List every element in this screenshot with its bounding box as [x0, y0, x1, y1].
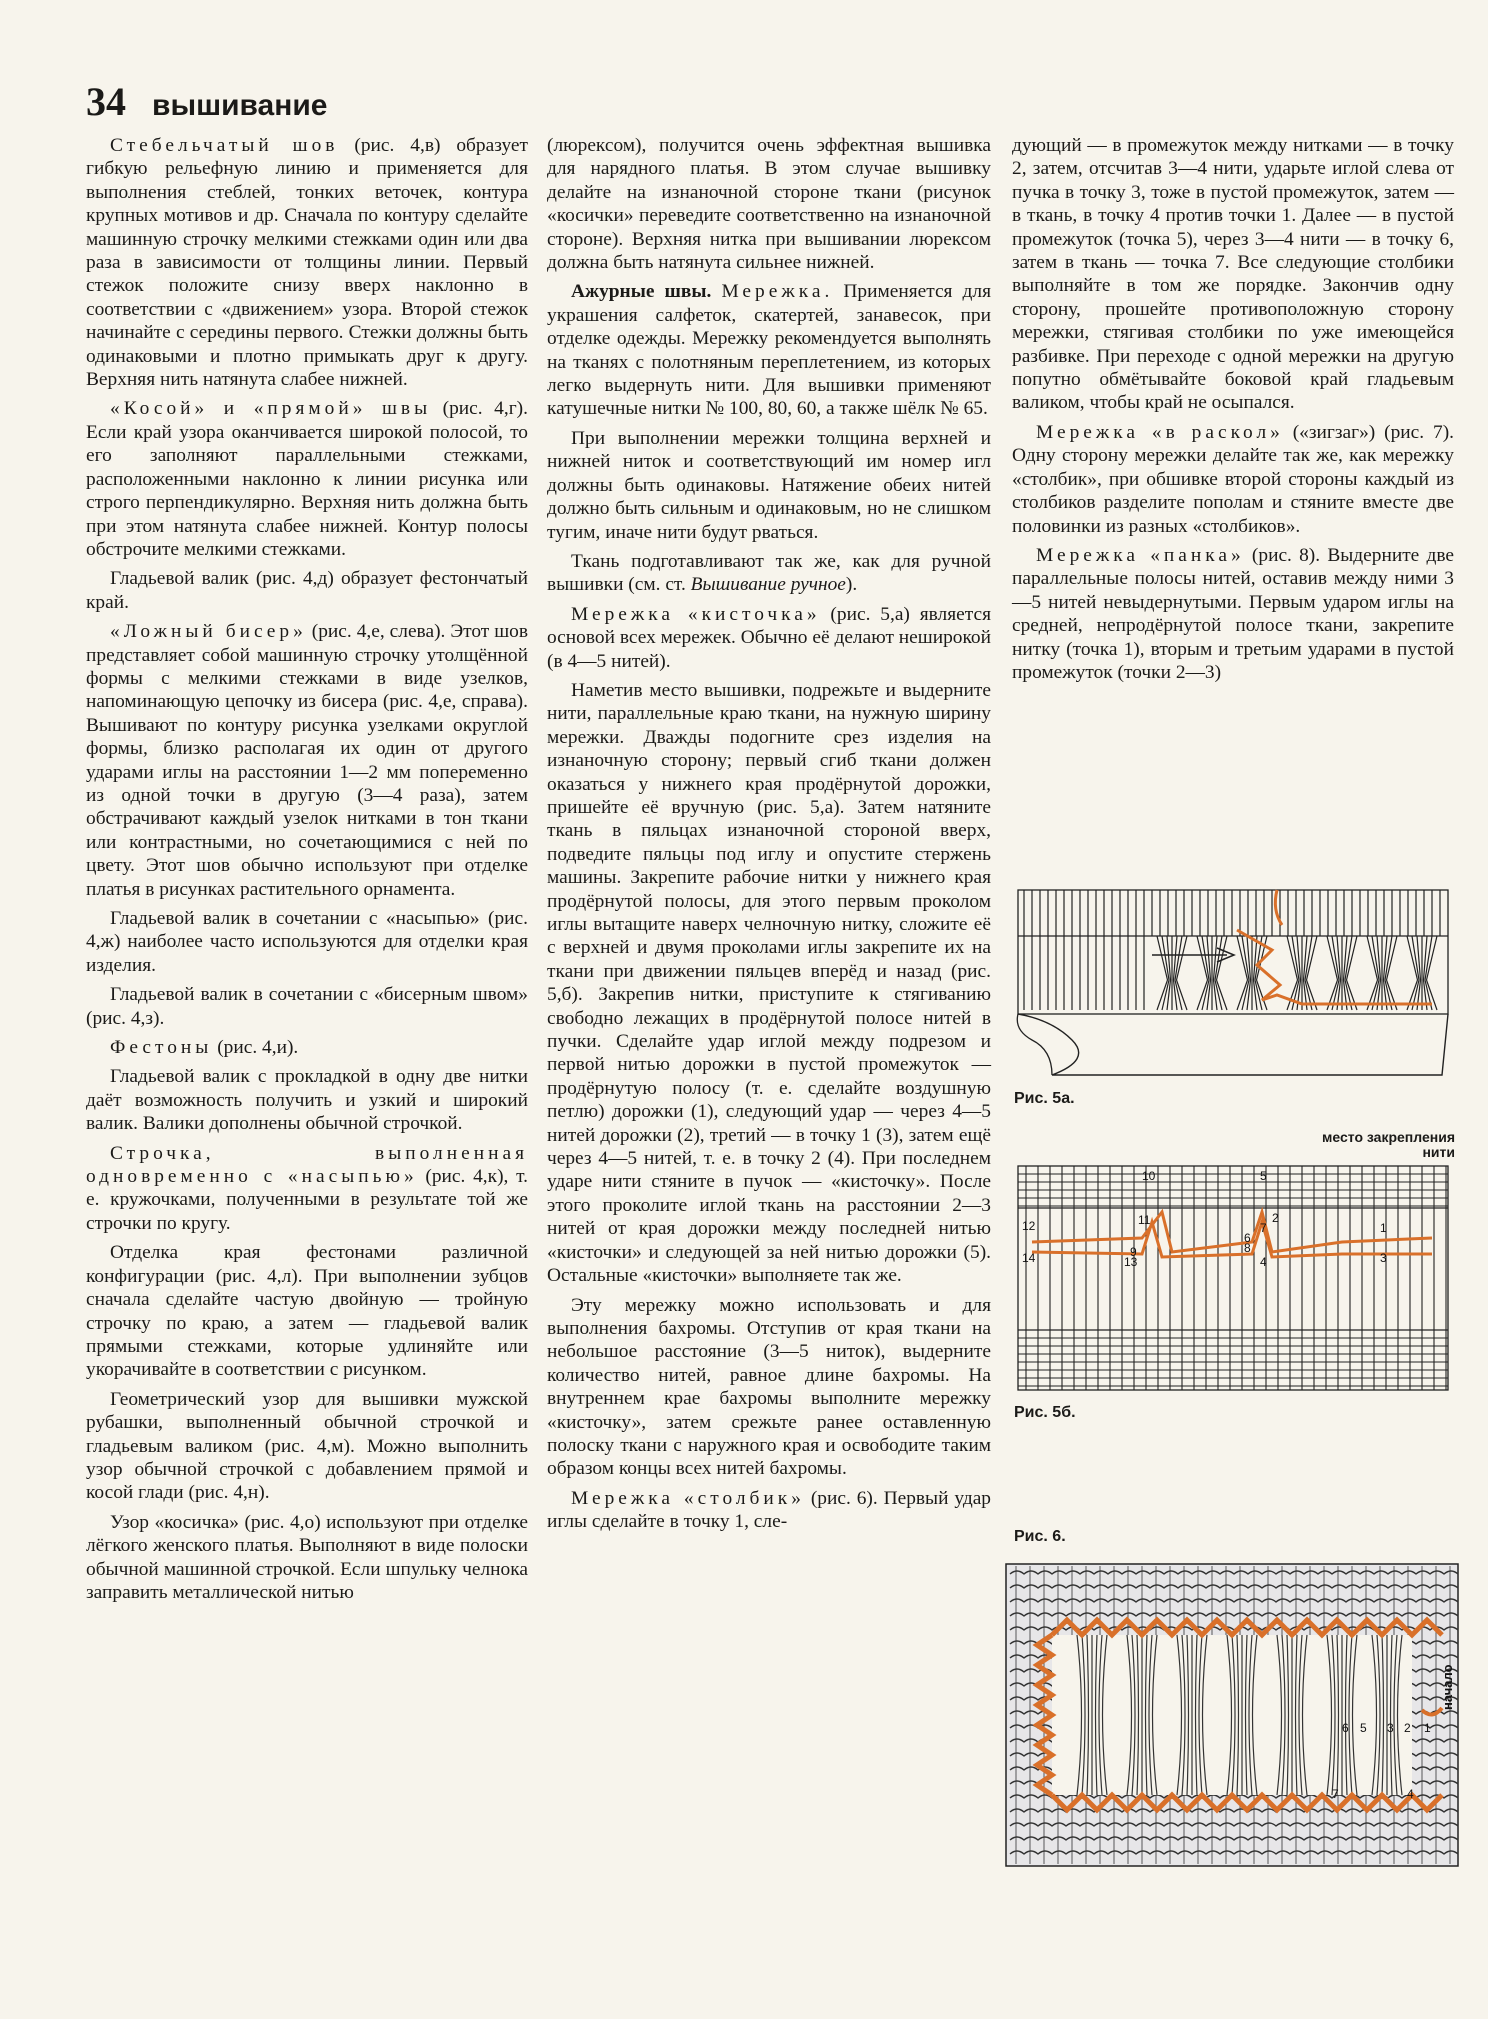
paragraph-text: (рис. 4,и).	[212, 1037, 299, 1059]
point-label: 2	[1272, 1211, 1279, 1225]
paragraph: Наметив место вышивки, подрежьте и выдерните нити, параллельные краю ткани, на нужную ширину мережки. Дважды подогните срез изделия на изнаночную сторону; первый сгиб ткани должен оказаться у нижнего края продёрнутой дорожки, пришейте её вручную (рис. 5,а). Затем натяните ткань в пяльцах изнаночной стороной вверх, подведите пяльцы под иглу и опустите стержень машины. Закрепите рабочие нитки у нижнего края продёрнутой полосы, для этого первым проколом иглы вытащите наверх челночную нитку, сложите её с верхней и двумя проколами иглы закрепите их на ткани при движении пяльцев вперёд и назад (рис. 5,б). Закрепив нитки, приступите к стягиванию свободно лежащих в продёрнутой полосе нитей в пучки. Сделайте удар иглой между подрезом и первой нитью дорожки в пустой промежуток — продёрнутую полосу (т. е. сделайте воздушную петлю) дорожки (1), следующий удар — через 4—5 нитей дорожки (2), третий — в точку 1 (3), затем ещё через 4—5 нитей, т. е. в точку 2 (4). При последнем ударе нити стяните в пучок — «кисточку». После этого проколите иглой ткань на расстоянии 2—3 нитей от края дорожки между последней нитью «кисточки» и следующей за ней нитью дорожки (5). Остальные «кисточки» выполняете так же.	[547, 679, 991, 1287]
paragraph-text: (рис. 4,в) образует гибкую рельефную линию и применяется для выполнения стеблей, тонких веточек, контура крупных мотивов и др. Сначала по контуру сделайте машинную строчку мелкими стежками один или два раза в зависимости от толщины линии. Первый стежок положите снизу вверх наклонно в соответствии с «движением» узора. Второй стежок начинайте с середины первого. Стежки должны быть одинаковыми и плотно примыкать друг к другу. Верхняя нить натянута слабее нижней.	[86, 135, 528, 391]
paragraph-text: (рис. 4,е, слева). Этот шов представляет собой машинную строчку утолщённой формы с мелкими стежками в виде узелков, напоминающую цепочку из бисера (рис. 4,е, справа). Вышивают по контуру рисунка узелками округлой формы, близко располагая их один от другого ударами иглы на расстоянии 1—2 мм попеременно из одной точки в другую (3—4 раза), затем обстрачивают каждый узелок нитками в тон ткани или контрастными, но сочетающимися с ней по цвету. Этот шов обычно используют при отделке платья в рисунках растительного орнамента.	[86, 621, 529, 900]
term-tassel: Мережка «кисточка»	[571, 603, 821, 625]
term-stitch-line: Строчка, выполненная одновременно с «насыпью»	[86, 1142, 528, 1188]
figure-5a-diagram	[1012, 880, 1452, 1080]
paragraph	[547, 280, 991, 420]
paragraph: дующий — в промежуток между нитками — в точку 2, затем, отсчитав 3—4 нити, ударьте иглой слева от пучка в точку 3, тоже в пустой промежуток, затем — в ткань, в точку 4 против точки 1. Далее — в пустой промежуток (точка 5), через 3—4 нити — в точку 6, затем в ткань — точка 7. Все следующие столбики выполняйте в том же порядке. Закончив одну сторону, прошейте противоположную сторону мережки, стягивая столбики по уже имеющейся разбивке. При переходе с одной мережки на другую попутно обмётывайте боковой край гладьевым валиком, чтобы край не осыпался.	[1012, 135, 1454, 414]
subheading-openwork: Ажурные швы.	[571, 281, 712, 303]
point-label: 2	[1404, 1721, 1411, 1735]
page-number: 34	[86, 79, 126, 124]
paragraph: Отделка края фестонами различной конфигурации (рис. 4,л). При выполнении зубцов сначала сделайте частую двойную — тройную строчку по краю, а затем — гладьевой валик прямыми стежками, которые удлиняйте или укорачивайте в соответствии с рисунком.	[86, 1242, 528, 1381]
point-label: 9	[1130, 1245, 1137, 1259]
term-festoons: Фестоны	[110, 1037, 213, 1059]
paragraph	[86, 620, 528, 901]
term-false-bead: «Ложный бисер»	[110, 621, 307, 643]
paragraph-text: (рис. 5,а) является основой всех мережек. Обычно её делают неширокой (в 4—5 нитей).	[547, 603, 991, 672]
paragraph-text: (рис. 8). Выдерните две параллельные полосы нитей, оставив между ними 3—5 нитей невыдернутыми. Первым ударом иглы на средней, непродёрнутой полосе ткани, закрепите нитку (точка 1), вторым и третьим ударами в пустой промежуток (точки 2—3)	[1012, 544, 1454, 683]
paragraph: Узор «косичка» (рис. 4,о) используют при отделке лёгкого женского платья. Выполняют в виде полоски обычной машинной строчкой. Если шпульку челнока заправить металлической нитью	[86, 1511, 528, 1603]
point-label: 10	[1142, 1169, 1156, 1183]
point-label: 6	[1342, 1721, 1349, 1735]
figure-5b-diagram	[1012, 1162, 1452, 1394]
section-title: вышивание	[152, 89, 328, 122]
term-stem-stitch: Стебельчатый шов	[110, 135, 339, 156]
paragraph	[1012, 421, 1454, 538]
paragraph	[86, 1036, 528, 1059]
point-label: 13	[1124, 1255, 1138, 1269]
figure-6-caption: Рис. 6.	[1014, 1528, 1066, 1545]
paragraph	[1012, 544, 1454, 684]
term-merezhka: Мережка.	[721, 281, 834, 303]
point-label: 14	[1022, 1251, 1036, 1265]
point-label: 1	[1424, 1721, 1431, 1735]
paragraph: Гладьевой валик (рис. 4,д) образует фестончатый край.	[86, 568, 528, 613]
point-label: 8	[1244, 1241, 1251, 1255]
point-label: 3	[1380, 1251, 1387, 1265]
point-label: 5	[1260, 1169, 1267, 1183]
figure-5b-note: место закрепления нити	[1322, 1129, 1455, 1160]
paragraph	[86, 397, 528, 561]
paragraph	[86, 1142, 528, 1236]
paragraph: Гладьевой валик в сочетании с «бисерным швом» (рис. 4,з).	[86, 984, 528, 1029]
paragraph: Геометрический узор для вышивки мужской рубашки, выполненный обычной строчкой и гладьевым валиком (рис. 4,м). Можно выполнить узор обычной строчкой с добавлением прямой и косой глади (рис. 4,н).	[86, 1388, 528, 1504]
point-label: 1	[1380, 1221, 1387, 1235]
term-slant-straight: «Косой» и «прямой» швы	[110, 398, 432, 420]
paragraph: Гладьевой валик с прокладкой в одну две нитки даёт возможность получить и узкий и широкий валик. Валики дополнены обычной строчкой.	[86, 1066, 528, 1135]
figure-6-side-label: начало	[1440, 1664, 1455, 1710]
point-label: 4	[1260, 1255, 1267, 1269]
cross-reference: Вышивание ручное	[690, 574, 846, 596]
point-label: 3	[1387, 1721, 1394, 1735]
point-label: 6	[1244, 1231, 1251, 1245]
paragraph: При выполнении мережки толщина верхней и нижней ниток и соответствующий им номер игл должны быть одинаковы. Натяжение обеих нитей должно быть сильным и одинаковым, но не слишком тугим, иначе нити будут рваться.	[547, 427, 991, 543]
paragraph	[547, 550, 991, 597]
term-column: Мережка «столбик»	[571, 1487, 805, 1509]
paragraph-text: («зигзаг») (рис. 7). Одну сторону мережки делайте так же, как мережку «столбик», при обшивке второй стороны каждый из столбиков разделите пополам и стяните вместе две половинки из разных «столбиков».	[1012, 421, 1455, 537]
term-panka: Мережка «панка»	[1036, 544, 1245, 566]
text-column-1	[86, 134, 528, 1610]
paragraph	[547, 603, 991, 673]
point-label: 12	[1022, 1219, 1036, 1233]
page-header	[86, 78, 328, 128]
figure-5a-caption: Рис. 5а.	[1014, 1090, 1075, 1107]
paragraph-text: Применяется для украшения салфеток, скатертей, занавесок, при отделке одежды. Мережку рекомендуется выполнять на тканях с полотняным переплетением, из которых легко выдернуть нити. Для вышивки применяют катушечные нитки № 100, 80, 60, а также шёлк № 65.	[547, 281, 991, 420]
figure-6-diagram	[1002, 1560, 1462, 1870]
text-column-3	[1012, 134, 1454, 690]
paragraph	[547, 1487, 991, 1534]
point-label: 4	[1407, 1787, 1414, 1801]
paragraph: (люрексом), получится очень эффектная вышивка для нарядного платья. В этом случае вышивку делайте на изнаночной стороне ткани (рисунок «косички» переведите соответственно на изнаночной стороне). Верхняя нитка при вышивании люрексом должна быть натянута сильнее нижней.	[547, 135, 991, 274]
paragraph: Эту мережку можно использовать и для выполнения бахромы. Отступив от края ткани на небольшое расстояние (3—5 ниток), выдерните количество нитей, равное длине бахромы. На внутреннем крае бахромы выполните мережку «кисточку», затем срежьте ранее оставленную полоску ткани с наружного края и освободите таким образом концы всех нитей бахромы.	[547, 1294, 991, 1480]
point-label: 7	[1332, 1787, 1339, 1801]
text-column-2	[547, 134, 991, 1540]
paragraph: Гладьевой валик в сочетании с «насыпью» (рис. 4,ж) наиболее часто используются для отделки края изделия.	[86, 908, 528, 976]
paragraph	[86, 134, 528, 391]
paragraph-text: (рис. 6). Первый удар иглы сделайте в точку 1, сле-	[547, 1487, 991, 1533]
point-label: 5	[1360, 1721, 1367, 1735]
paragraph-text: (рис. 4,к), т. е. кружочками, полученными в результате той же строчки по кругу.	[86, 1166, 528, 1234]
paragraph-text: (рис. 4,г). Если край узора оканчивается широкой полосой, то его заполняют параллельными стежками, расположенными наклонно к линии рисунка или строго перпендикулярно. Верхняя нить должна быть при этом натянута слабее нижней. Контур полосы обстрочите мелкими стежками.	[86, 398, 528, 560]
paragraph-text: Ткань подготавливают так же, как для ручной вышивки (см. ст.	[547, 550, 991, 596]
point-label: 7	[1260, 1221, 1267, 1235]
paragraph-text: ).	[845, 574, 858, 596]
term-zigzag: Мережка «в раскол»	[1036, 421, 1284, 443]
figure-5b-caption: Рис. 5б.	[1014, 1404, 1076, 1421]
point-label: 11	[1138, 1213, 1151, 1227]
